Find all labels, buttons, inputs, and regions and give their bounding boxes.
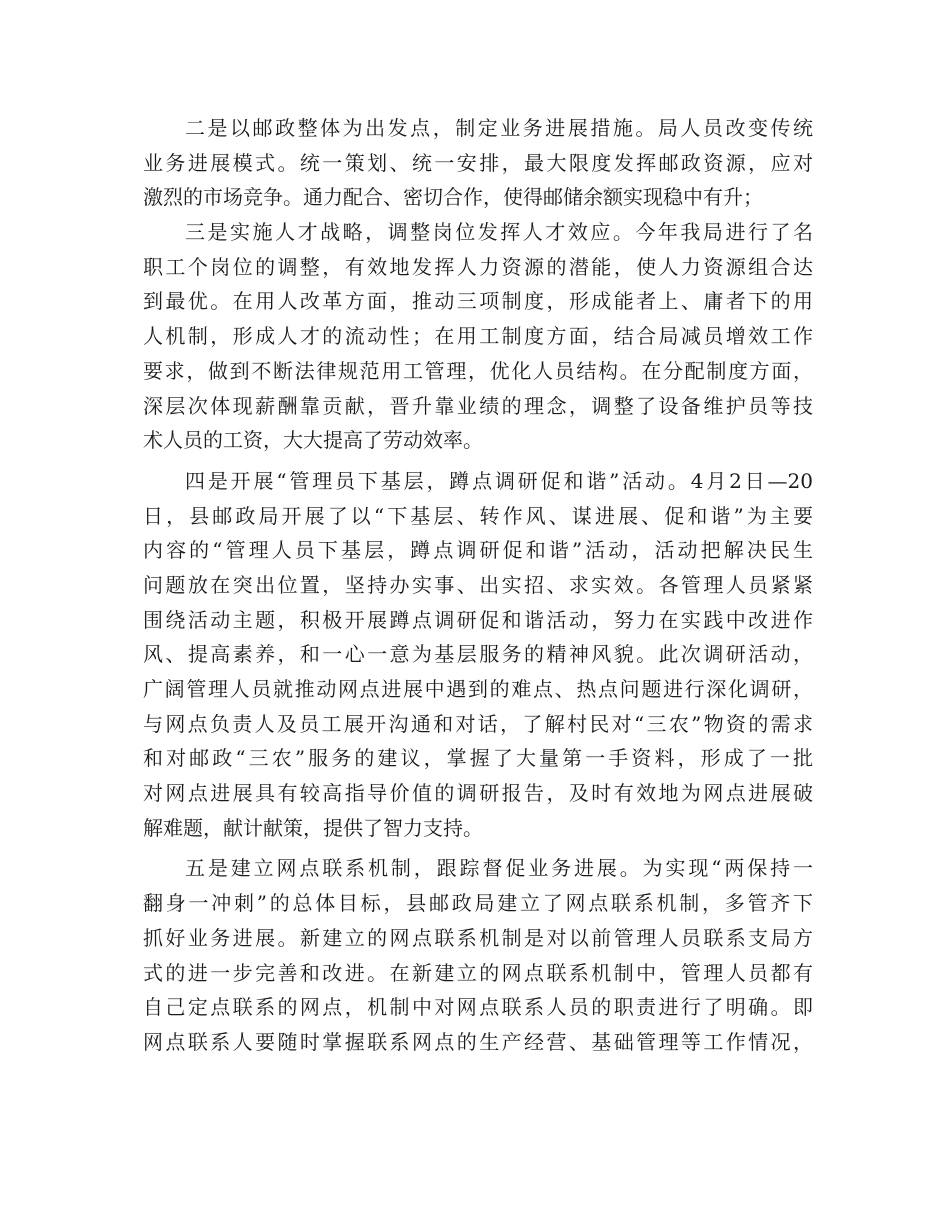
text-line: 围绕活动主题，积极开展蹲点调研促和谐活动，努力在实践中改进作 bbox=[143, 607, 813, 632]
text-line: 五是建立网点联系机制，跟踪督促业务进展。为实现“两保持一 bbox=[185, 856, 813, 881]
text-line: 与网点负责人及员工展开沟通和对话，了解村民对“三农”物资的需求 bbox=[143, 711, 813, 736]
text-line: 问题放在突出位置，坚持办实事、出实招、求实效。各管理人员紧紧 bbox=[143, 572, 813, 597]
paragraph-2 bbox=[143, 111, 813, 215]
text-line: 要求，做到不断法律规范用工管理，优化人员结构。在分配制度方面， bbox=[143, 358, 813, 383]
text-line: 二是以邮政整体为出发点，制定业务进展措施。局人员改变传统 bbox=[185, 116, 813, 140]
text-line: 人机制，形成人才的流动性；在用工制度方面，结合局减员增效工作 bbox=[143, 324, 813, 349]
paragraph-3 bbox=[143, 215, 813, 458]
text-line: 深层次体现薪酬靠贡献，晋升靠业绩的理念，调整了设备维护员等技 bbox=[143, 393, 813, 418]
text-line: 激烈的市场竞争。通力配合、密切合作，使得邮储余额实现稳中有升； bbox=[143, 185, 763, 210]
text-line: 三是实施人才战略，调整岗位发挥人才效应。今年我局进行了名 bbox=[185, 220, 813, 245]
text-line: 网点联系人要随时掌握联系网点的生产经营、基础管理等工作情况， bbox=[143, 1029, 813, 1054]
text-line: 日，县邮政局开展了以“下基层、转作风、谋进展、促和谐”为主要 bbox=[143, 503, 813, 528]
text-line: 翻身一冲刺”的总体目标，县邮政局建立了网点联系机制，多管齐下 bbox=[143, 891, 813, 916]
text-line: 自己定点联系的网点，机制中对网点联系人员的职责进行了明确。即 bbox=[143, 995, 813, 1020]
text-line: 到最优。在用人改革方面，推动三项制度，形成能者上、庸者下的用 bbox=[143, 289, 813, 314]
text-line: 风、提高素养，和一心一意为基层服务的精神风貌。此次调研活动， bbox=[143, 642, 813, 667]
text-line: 对网点进展具有较高指导价值的调研报告，及时有效地为网点进展破 bbox=[143, 781, 813, 806]
text-line: 四是开展“管理员下基层，蹲点调研促和谐”活动。4月2日—20 bbox=[185, 468, 813, 493]
paragraph-5 bbox=[143, 851, 813, 1059]
body-text bbox=[143, 111, 813, 1060]
text-line: 广阔管理人员就推动网点进展中遇到的难点、热点问题进行深化调研， bbox=[143, 677, 813, 701]
text-line: 解难题，献计献策，提供了智力支持。 bbox=[143, 815, 483, 840]
text-line: 业务进展模式。统一策划、统一安排，最大限度发挥邮政资源，应对 bbox=[143, 150, 813, 175]
text-line: 职工个岗位的调整，有效地发挥人力资源的潜能，使人力资源组合达 bbox=[143, 254, 813, 279]
paragraph-4 bbox=[143, 464, 813, 846]
text-line: 内容的“管理人员下基层，蹲点调研促和谐”活动，活动把解决民生 bbox=[143, 538, 813, 563]
text-line: 和对邮政“三农”服务的建议，掌握了大量第一手资料，形成了一批 bbox=[143, 746, 813, 771]
text-line: 术人员的工资，大大提高了劳动效率。 bbox=[143, 428, 483, 453]
text-line: 抓好业务进展。新建立的网点联系机制是对以前管理人员联系支局方 bbox=[143, 925, 813, 950]
text-line: 式的进一步完善和改进。在新建立的网点联系机制中，管理人员都有 bbox=[143, 960, 813, 985]
